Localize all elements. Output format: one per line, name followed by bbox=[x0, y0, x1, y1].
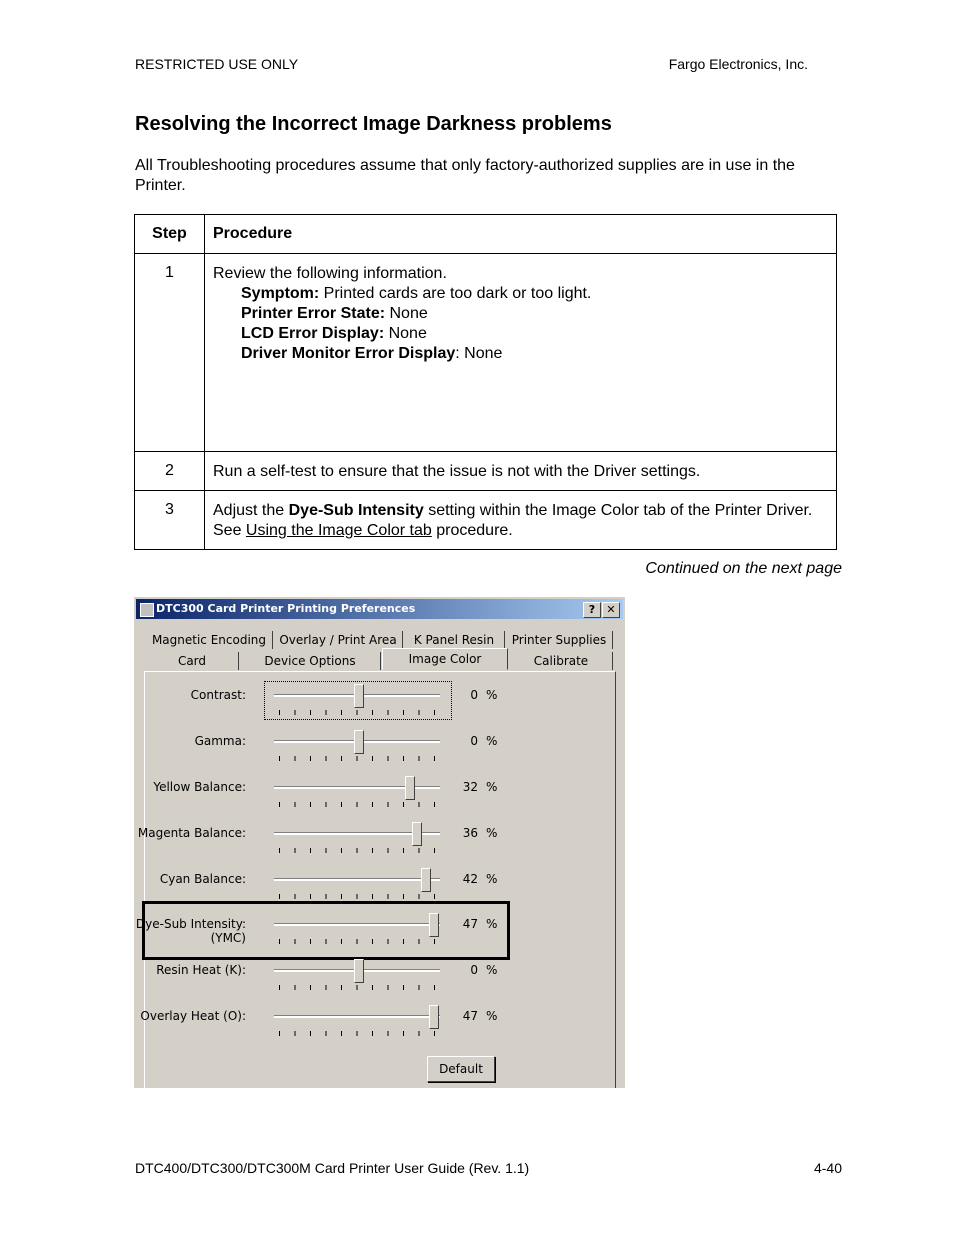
slider-ticks bbox=[279, 802, 435, 807]
slider-track[interactable] bbox=[274, 923, 440, 926]
col-step: Step bbox=[135, 215, 205, 254]
slider-value: 0 bbox=[470, 688, 478, 702]
slider-thumb[interactable] bbox=[429, 1005, 439, 1029]
tab-calibrate[interactable]: Calibrate bbox=[510, 652, 613, 670]
slider-label-text: Gamma: bbox=[194, 734, 246, 748]
procedure-table bbox=[134, 214, 837, 550]
procedure-cell bbox=[205, 491, 837, 550]
slider-thumb[interactable] bbox=[354, 730, 364, 754]
slider-row bbox=[134, 963, 614, 1009]
info-label: Symptom: bbox=[241, 285, 320, 302]
slider-label-text: Contrast: bbox=[190, 688, 246, 702]
info-value: None bbox=[385, 305, 428, 322]
slider-label bbox=[134, 963, 246, 977]
info-label: Printer Error State: bbox=[241, 305, 386, 322]
footer-left: DTC400/DTC300/DTC300M Card Printer User Guide (Rev. 1.1) bbox=[135, 1160, 530, 1176]
table-row bbox=[135, 254, 837, 452]
close-button[interactable]: ✕ bbox=[602, 602, 620, 618]
slider-unit: % bbox=[486, 872, 498, 886]
slider-ticks bbox=[279, 894, 435, 899]
slider-thumb[interactable] bbox=[354, 959, 364, 983]
header-right: Fargo Electronics, Inc. bbox=[668, 56, 808, 72]
slider-value: 36 bbox=[462, 826, 478, 840]
info-value: : None bbox=[455, 345, 503, 362]
slider-label-text: Dye-Sub Intensity: bbox=[135, 917, 246, 931]
slider-label bbox=[134, 917, 246, 945]
info-label: LCD Error Display: bbox=[241, 325, 385, 342]
tab-image-color[interactable]: Image Color bbox=[382, 648, 508, 670]
dialog-title: DTC300 Card Printer Printing Preferences bbox=[156, 602, 416, 615]
slider-unit: % bbox=[486, 780, 498, 794]
slider-value: 0 bbox=[470, 963, 478, 977]
slider-label bbox=[134, 872, 246, 886]
slider-unit: % bbox=[486, 826, 498, 840]
tab-printer-supplies[interactable]: Printer Supplies bbox=[506, 631, 613, 649]
slider-unit: % bbox=[486, 963, 498, 977]
slider-ticks bbox=[279, 756, 435, 761]
info-value: None bbox=[384, 325, 427, 342]
info-label: Driver Monitor Error Display bbox=[241, 345, 456, 362]
header-left: RESTRICTED USE ONLY bbox=[135, 56, 299, 72]
slider-value: 32 bbox=[462, 780, 478, 794]
text-run: procedure. bbox=[431, 522, 513, 539]
slider-track[interactable] bbox=[274, 786, 440, 789]
default-button[interactable]: Default bbox=[427, 1056, 495, 1082]
procedure-link[interactable]: Using the Image Color tab bbox=[245, 522, 432, 539]
info-value: Printed cards are too dark or too light. bbox=[319, 285, 592, 302]
slider-ticks bbox=[279, 939, 435, 944]
table-row bbox=[135, 491, 837, 550]
slider-row bbox=[134, 780, 614, 826]
slider-value: 47 bbox=[462, 917, 478, 931]
slider-label-text: (YMC) bbox=[210, 931, 246, 945]
slider-row bbox=[134, 917, 614, 963]
slider-label bbox=[134, 826, 246, 840]
slider-label-text: Magenta Balance: bbox=[137, 826, 246, 840]
intro-text: All Troubleshooting procedures assume that only factory-authorized supplies are in use in the Printer. bbox=[135, 157, 795, 194]
slider-thumb[interactable] bbox=[412, 822, 422, 846]
slider-value: 0 bbox=[470, 734, 478, 748]
text-run: Adjust the bbox=[213, 502, 289, 519]
slider-label-text: Cyan Balance: bbox=[159, 872, 246, 886]
slider-unit: % bbox=[486, 688, 498, 702]
slider-label-text: Overlay Heat (O): bbox=[140, 1009, 246, 1023]
preferences-dialog bbox=[134, 597, 625, 1088]
slider-unit: % bbox=[486, 1009, 498, 1023]
step-number: 2 bbox=[135, 452, 205, 491]
setting-name: Dye-Sub Intensity bbox=[288, 502, 424, 519]
table-header-row bbox=[135, 215, 837, 254]
step-number: 1 bbox=[135, 254, 205, 452]
slider-track[interactable] bbox=[274, 878, 440, 881]
slider-label bbox=[134, 780, 246, 794]
slider-row bbox=[134, 872, 614, 918]
help-button[interactable]: ? bbox=[583, 602, 601, 618]
slider-label bbox=[134, 688, 246, 702]
tab-overlay-print-area[interactable]: Overlay / Print Area bbox=[274, 631, 403, 649]
info-item bbox=[241, 344, 828, 364]
slider-thumb[interactable] bbox=[421, 868, 431, 892]
slider-row bbox=[134, 734, 614, 780]
slider-unit: % bbox=[486, 917, 498, 931]
text-run: setting within the Image Color tab of the Printer Driver. See bbox=[213, 502, 813, 539]
slider-ticks bbox=[279, 710, 435, 715]
dialog-titlebar bbox=[136, 599, 623, 619]
slider-unit: % bbox=[486, 734, 498, 748]
info-item bbox=[241, 304, 828, 324]
slider-ticks bbox=[279, 848, 435, 853]
slider-value: 47 bbox=[462, 1009, 478, 1023]
slider-ticks bbox=[279, 1031, 435, 1036]
procedure-cell: Run a self-test to ensure that the issue is not with the Driver settings. bbox=[205, 452, 837, 491]
tab-device-options[interactable]: Device Options bbox=[240, 652, 381, 670]
table-row bbox=[135, 452, 837, 491]
slider-row bbox=[134, 826, 614, 872]
page-number: 4-40 bbox=[813, 1160, 842, 1176]
slider-thumb[interactable] bbox=[429, 913, 439, 937]
slider-row bbox=[134, 688, 614, 734]
tab-k-panel-resin[interactable]: K Panel Resin bbox=[404, 631, 505, 649]
continued-note: Continued on the next page bbox=[645, 560, 842, 577]
slider-label bbox=[134, 734, 246, 748]
slider-ticks bbox=[279, 985, 435, 990]
procedure-lead: Review the following information. bbox=[213, 265, 447, 282]
slider-label-text: Resin Heat (K): bbox=[156, 963, 246, 977]
slider-label-text: Yellow Balance: bbox=[153, 780, 246, 794]
slider-row bbox=[134, 1009, 614, 1055]
step-number: 3 bbox=[135, 491, 205, 550]
printer-icon bbox=[140, 603, 154, 617]
slider-label bbox=[134, 1009, 246, 1023]
slider-thumb[interactable] bbox=[405, 776, 415, 800]
col-procedure: Procedure bbox=[205, 215, 837, 254]
info-item bbox=[241, 284, 828, 304]
tab-card[interactable]: Card bbox=[146, 652, 239, 670]
slider-thumb[interactable] bbox=[354, 684, 364, 708]
info-list bbox=[241, 284, 828, 364]
tab-magnetic-encoding[interactable]: Magnetic Encoding bbox=[146, 631, 273, 649]
page-title: Resolving the Incorrect Image Darkness problems bbox=[135, 113, 612, 135]
slider-track[interactable] bbox=[274, 1015, 440, 1018]
procedure-cell bbox=[205, 254, 837, 452]
info-item bbox=[241, 324, 828, 344]
slider-value: 42 bbox=[462, 872, 478, 886]
